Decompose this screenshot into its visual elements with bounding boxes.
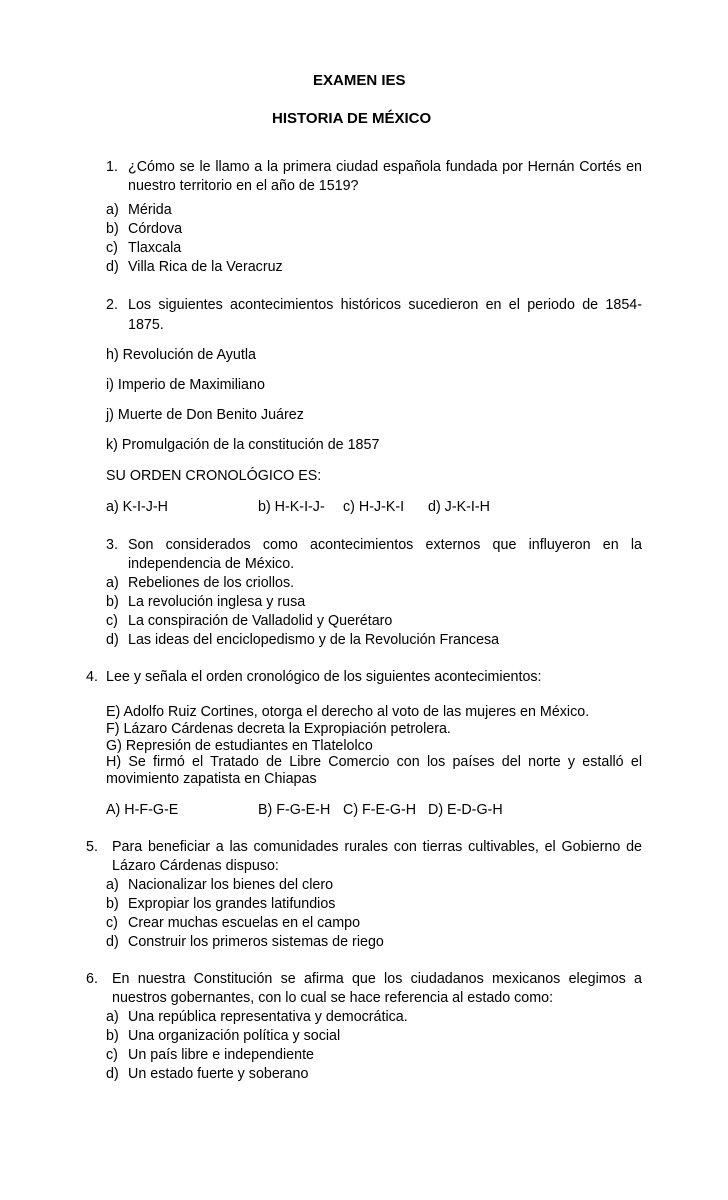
question-text: Son considerados como acontecimientos externos que influyeron en la [128, 537, 642, 553]
event-item: i) Imperio de Maximiliano [106, 377, 265, 393]
event-item: E) Adolfo Ruiz Cortines, otorga el derecho al voto de las mujeres en México. [106, 704, 590, 720]
question-number: 2. [106, 297, 118, 313]
option-letter: d) [106, 632, 119, 648]
option-text: Mérida [128, 202, 172, 218]
question-text: Lee y señala el orden cronológico de los siguientes acontecimientos: [106, 669, 542, 685]
question-text: nuestros gobernantes, con lo cual se hace referencia al estado como: [112, 990, 554, 1006]
event-item: H) Se firmó el Tratado de Libre Comercio con los países del norte y estalló el [106, 754, 642, 770]
question-text: independencia de México. [128, 556, 295, 572]
question-text: En nuestra Constitución se afirma que los ciudadanos mexicanos elegimos a [112, 971, 642, 987]
option-text: Córdova [128, 221, 183, 237]
option-letter: c) [106, 915, 118, 931]
answer-option: A) H-F-G-E [106, 802, 179, 818]
answer-options [0, 498, 728, 518]
option-text: Expropiar los grandes latifundios [128, 896, 336, 912]
option-text: Rebeliones de los criollos. [128, 575, 295, 591]
option-text: Una república representativa y democrática. [128, 1009, 408, 1025]
answer-options [0, 801, 728, 821]
answer-option: D) E-D-G-H [428, 802, 503, 818]
option-letter: a) [106, 1009, 119, 1025]
option-letter: d) [106, 934, 119, 950]
answer-option: B) F-G-E-H [258, 802, 331, 818]
event-item: movimiento zapatista en Chiapas [106, 771, 317, 787]
question-number: 5. [86, 839, 98, 855]
answer-option: b) H-K-I-J- [258, 499, 325, 515]
option-text: Tlaxcala [128, 240, 182, 256]
answer-option: a) K-I-J-H [106, 499, 168, 515]
option-text: La conspiración de Valladolid y Querétaro [128, 613, 393, 629]
option-letter: b) [106, 896, 119, 912]
exam-subtitle: HISTORIA DE MÉXICO [272, 110, 432, 127]
event-item: G) Represión de estudiantes en Tlatelolco [106, 738, 373, 754]
question-number: 1. [106, 159, 118, 175]
question-text: Para beneficiar a las comunidades rurales con tierras cultivables, el Gobierno de [112, 839, 642, 855]
option-letter: b) [106, 594, 119, 610]
chronological-prompt: SU ORDEN CRONOLÓGICO ES: [106, 468, 322, 484]
option-text: Una organización política y social [128, 1028, 341, 1044]
question-number: 6. [86, 971, 98, 987]
answer-option: c) H-J-K-I [343, 499, 405, 515]
question-text: nuestro territorio en el año de 1519? [128, 178, 359, 194]
event-item: k) Promulgación de la constitución de 1857 [106, 437, 380, 453]
option-text: Un estado fuerte y soberano [128, 1066, 309, 1082]
event-item: h) Revolución de Ayutla [106, 347, 256, 363]
option-text: La revolución inglesa y rusa [128, 594, 306, 610]
option-letter: c) [106, 240, 118, 256]
question-number: 3. [106, 537, 118, 553]
option-letter: a) [106, 877, 119, 893]
question-text: ¿Cómo se le llamo a la primera ciudad española fundada por Hernán Cortés en [128, 159, 642, 175]
option-letter: c) [106, 613, 118, 629]
option-letter: b) [106, 1028, 119, 1044]
option-letter: c) [106, 1047, 118, 1063]
option-text: Villa Rica de la Veracruz [128, 259, 283, 275]
answer-option: d) J-K-I-H [428, 499, 490, 515]
option-letter: d) [106, 259, 119, 275]
exam-title: EXAMEN IES [313, 72, 406, 89]
option-text: Un país libre e independiente [128, 1047, 314, 1063]
question-text: Los siguientes acontecimientos históricos sucedieron en el periodo de 1854- [128, 297, 642, 313]
answer-option: C) F-E-G-H [343, 802, 417, 818]
event-item: j) Muerte de Don Benito Juárez [106, 407, 304, 423]
question-text: Lázaro Cárdenas dispuso: [112, 858, 279, 874]
option-text: Nacionalizar los bienes del clero [128, 877, 334, 893]
option-text: Crear muchas escuelas en el campo [128, 915, 361, 931]
option-text: Construir los primeros sistemas de riego [128, 934, 384, 950]
question-number: 4. [86, 669, 98, 685]
option-letter: a) [106, 202, 119, 218]
question-text: 1875. [128, 317, 164, 333]
option-letter: d) [106, 1066, 119, 1082]
option-letter: a) [106, 575, 119, 591]
option-text: Las ideas del enciclopedismo y de la Revolución Francesa [128, 632, 500, 648]
event-item: F) Lázaro Cárdenas decreta la Expropiación petrolera. [106, 721, 451, 737]
option-letter: b) [106, 221, 119, 237]
